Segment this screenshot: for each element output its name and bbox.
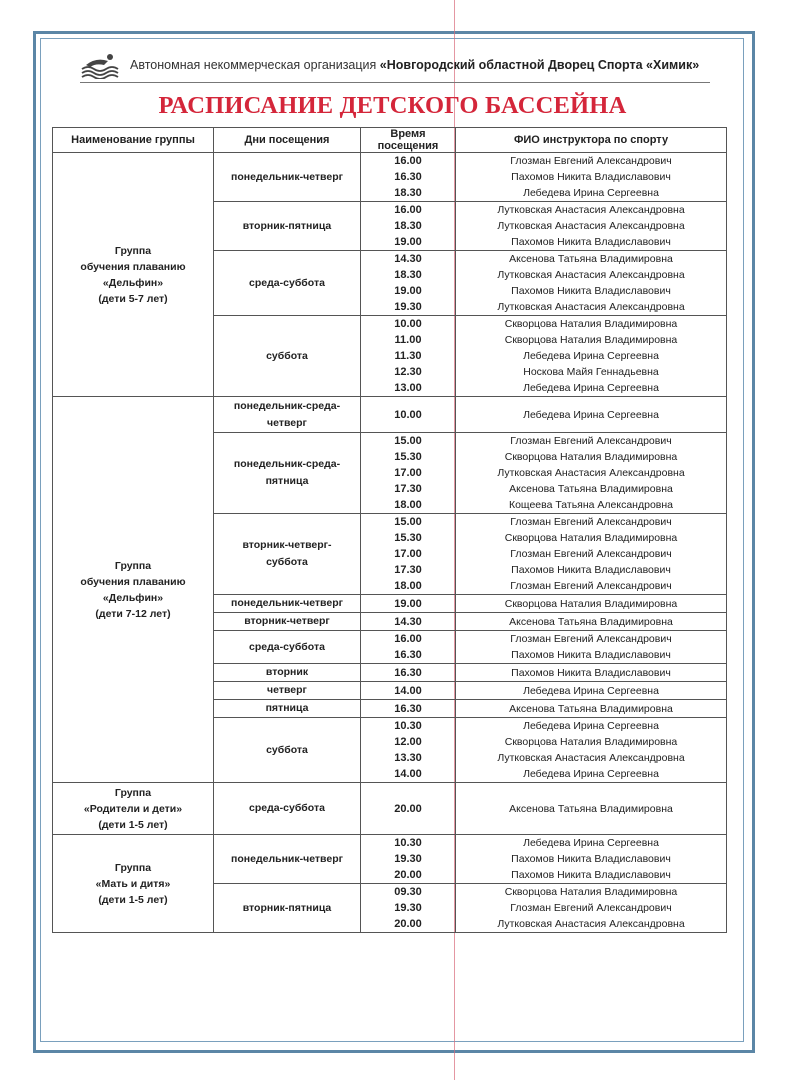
time-value: 16.00 xyxy=(394,633,422,645)
time-value: 16.00 xyxy=(394,155,422,167)
days-line: пятница xyxy=(265,475,309,487)
time-value: 12.30 xyxy=(394,366,422,378)
time-cell xyxy=(361,700,456,718)
instructor-name: Лутковская Анастасия Александровна xyxy=(497,204,685,216)
instructor-cell xyxy=(456,700,727,718)
org-name: «Новгородский областной Дворец Спорта «Химик» xyxy=(379,58,700,72)
time-value: 16.30 xyxy=(394,666,422,679)
time-value: 19.00 xyxy=(394,285,422,297)
instructor-cell xyxy=(456,783,727,835)
instructor-name: Пахомов Никита Владиславович xyxy=(511,853,671,865)
instructor-name: Скворцова Наталия Владимировна xyxy=(504,886,678,898)
days-line: среда-суббота xyxy=(249,276,325,289)
instructor-cell xyxy=(456,316,727,397)
time-value: 18.30 xyxy=(394,269,422,281)
days-line: понедельник-четверг xyxy=(231,597,343,609)
days-line: пятница xyxy=(265,702,309,714)
instructor-name: Лутковская Анастасия Александровна xyxy=(497,918,685,930)
instructor-cell xyxy=(456,718,727,783)
instructor-name: Кощеева Татьяна Александровна xyxy=(508,499,674,511)
time-cell xyxy=(361,613,456,631)
days-line: понедельник-четверг xyxy=(231,170,343,183)
instructor-name: Глозман Евгений Александрович xyxy=(510,580,672,592)
letterhead xyxy=(80,48,710,83)
time-value: 15.00 xyxy=(394,516,422,528)
time-cell xyxy=(361,835,456,884)
instructor-name: Лебедева Ирина Сергеевна xyxy=(523,187,659,199)
header-days: Дни посещения xyxy=(214,128,361,153)
instructor-name: Скворцова Наталия Владимировна xyxy=(504,334,678,346)
days-line: суббота xyxy=(266,349,308,362)
time-cell xyxy=(361,153,456,202)
time-value: 20.00 xyxy=(394,802,422,815)
days-line: среда-суббота xyxy=(249,802,325,814)
time-value: 15.00 xyxy=(394,435,422,447)
group-name-line: «Мать и дитя» xyxy=(95,877,171,890)
schedule-table xyxy=(52,127,727,933)
group-name-cell xyxy=(53,783,214,835)
time-value: 17.00 xyxy=(394,467,422,479)
time-value: 19.30 xyxy=(394,853,422,865)
days-line: вторник xyxy=(265,666,309,678)
days-line: вторник-пятница xyxy=(242,219,332,232)
group-name-line: Группа xyxy=(114,786,152,799)
time-value: 19.30 xyxy=(394,301,422,313)
time-cell xyxy=(361,316,456,397)
instructor-cell xyxy=(456,153,727,202)
time-cell xyxy=(361,631,456,664)
time-cell xyxy=(361,251,456,316)
days-line: понедельник-среда- xyxy=(233,399,341,412)
instructor-name: Скворцова Наталия Владимировна xyxy=(504,318,678,330)
instructor-cell xyxy=(456,433,727,514)
group-name-line: «Родители и дети» xyxy=(83,802,183,815)
time-value: 19.00 xyxy=(394,236,422,248)
time-value: 18.30 xyxy=(394,220,422,232)
group-name-cell xyxy=(53,153,214,397)
time-cell xyxy=(361,514,456,595)
time-value: 20.00 xyxy=(394,869,422,881)
instructor-name: Лебедева Ирина Сергеевна xyxy=(523,768,659,780)
instructor-name: Носкова Майя Геннадьевна xyxy=(523,366,659,378)
instructor-name: Аксенова Татьяна Владимировна xyxy=(509,483,673,495)
time-value: 15.30 xyxy=(394,451,422,463)
time-value: 10.00 xyxy=(394,408,422,421)
days-line: понедельник-четверг xyxy=(231,852,343,865)
instructor-name: Глозман Евгений Александрович xyxy=(510,435,672,447)
instructor-name: Скворцова Наталия Владимировна xyxy=(504,451,678,463)
time-value: 13.00 xyxy=(394,382,422,394)
org-prefix: Автономная некоммерческая организация xyxy=(130,58,380,72)
instructor-cell xyxy=(456,613,727,631)
instructor-name: Скворцова Наталия Владимировна xyxy=(504,532,678,544)
table-row xyxy=(53,397,727,433)
schedule-body xyxy=(53,153,727,933)
time-value: 19.00 xyxy=(394,597,422,610)
days-cell xyxy=(214,397,361,433)
instructor-cell xyxy=(456,884,727,933)
days-cell xyxy=(214,514,361,595)
time-value: 16.30 xyxy=(394,171,422,183)
time-value: 13.30 xyxy=(394,752,422,764)
days-cell xyxy=(214,682,361,700)
instructor-name: Глозман Евгений Александрович xyxy=(510,902,672,914)
instructor-name: Аксенова Татьяна Владимировна xyxy=(509,802,673,815)
instructor-name: Лутковская Анастасия Александровна xyxy=(497,467,685,479)
time-value: 19.30 xyxy=(394,902,422,914)
days-line: вторник-четверг xyxy=(244,615,330,627)
instructor-name: Пахомов Никита Владиславович xyxy=(511,236,671,248)
table-header-row xyxy=(53,128,727,153)
time-cell xyxy=(361,202,456,251)
header-instructor: ФИО инструктора по спорту xyxy=(456,128,727,153)
instructor-name: Лутковская Анастасия Александровна xyxy=(497,752,685,764)
instructor-cell xyxy=(456,664,727,682)
time-cell xyxy=(361,664,456,682)
group-name-line: (дети 7-12 лет) xyxy=(95,607,171,620)
days-cell xyxy=(214,718,361,783)
group-name-line: обучения плаванию xyxy=(80,260,186,273)
header-time: Время посещения xyxy=(361,128,456,153)
instructor-name: Аксенова Татьяна Владимировна xyxy=(509,615,673,628)
time-value: 18.00 xyxy=(394,499,422,511)
instructor-name: Пахомов Никита Владиславович xyxy=(511,869,671,881)
time-value: 18.30 xyxy=(394,187,422,199)
instructor-cell xyxy=(456,631,727,664)
instructor-name: Пахомов Никита Владиславович xyxy=(511,649,671,661)
instructor-name: Глозман Евгений Александрович xyxy=(510,633,672,645)
group-name-line: обучения плаванию xyxy=(80,575,186,588)
instructor-name: Глозман Евгений Александрович xyxy=(510,548,672,560)
time-value: 10.30 xyxy=(394,837,422,849)
time-value: 17.30 xyxy=(394,564,422,576)
instructor-name: Лебедева Ирина Сергеевна xyxy=(523,720,659,732)
time-value: 12.00 xyxy=(394,736,422,748)
time-value: 16.30 xyxy=(394,649,422,661)
instructor-cell xyxy=(456,397,727,433)
group-name-line: Группа xyxy=(114,861,152,874)
instructor-name: Глозман Евгений Александрович xyxy=(510,155,672,167)
group-name-cell xyxy=(53,835,214,933)
instructor-cell xyxy=(456,514,727,595)
instructor-cell xyxy=(456,595,727,613)
days-cell xyxy=(214,884,361,933)
days-line: понедельник-среда- xyxy=(233,458,341,470)
days-cell xyxy=(214,700,361,718)
group-name-line: Группа xyxy=(114,559,152,572)
header-group: Наименование группы xyxy=(53,128,214,153)
instructor-name: Пахомов Никита Владиславович xyxy=(511,564,671,576)
days-cell xyxy=(214,664,361,682)
time-cell xyxy=(361,884,456,933)
days-cell xyxy=(214,251,361,316)
days-cell xyxy=(214,613,361,631)
days-cell xyxy=(214,835,361,884)
time-value: 14.00 xyxy=(394,684,422,697)
days-line: среда-суббота xyxy=(249,640,325,653)
time-value: 15.30 xyxy=(394,532,422,544)
table-row xyxy=(53,835,727,884)
time-value: 11.30 xyxy=(394,350,422,362)
instructor-name: Лутковская Анастасия Александровна xyxy=(497,301,685,313)
time-value: 09.30 xyxy=(394,886,422,898)
instructor-name: Лутковская Анастасия Александровна xyxy=(497,269,685,281)
group-name-line: Группа xyxy=(114,244,152,257)
instructor-name: Лебедева Ирина Сергеевна xyxy=(523,684,659,697)
days-line: вторник-четверг- xyxy=(242,539,332,551)
instructor-name: Лебедева Ирина Сергеевна xyxy=(523,408,659,421)
group-name-line: (дети 1-5 лет) xyxy=(98,818,168,831)
instructor-cell xyxy=(456,835,727,884)
time-cell xyxy=(361,595,456,613)
instructor-name: Аксенова Татьяна Владимировна xyxy=(509,702,673,715)
time-value: 14.30 xyxy=(394,615,422,628)
days-line: вторник-пятница xyxy=(242,901,332,914)
instructor-name: Скворцова Наталия Владимировна xyxy=(504,736,678,748)
instructor-name: Пахомов Никита Владиславович xyxy=(511,285,671,297)
time-value: 14.00 xyxy=(394,768,422,780)
days-line: суббота xyxy=(266,556,308,568)
table-row xyxy=(53,783,727,835)
time-cell xyxy=(361,682,456,700)
group-name-cell xyxy=(53,397,214,783)
days-cell xyxy=(214,631,361,664)
time-value: 11.00 xyxy=(394,334,422,346)
time-value: 14.30 xyxy=(394,253,422,265)
instructor-name: Лебедева Ирина Сергеевна xyxy=(523,837,659,849)
time-value: 16.30 xyxy=(394,702,422,715)
instructor-cell xyxy=(456,682,727,700)
instructor-name: Лутковская Анастасия Александровна xyxy=(497,220,685,232)
time-value: 10.30 xyxy=(394,720,422,732)
time-value: 20.00 xyxy=(394,918,422,930)
days-cell xyxy=(214,153,361,202)
instructor-cell xyxy=(456,202,727,251)
instructor-name: Пахомов Никита Владиславович xyxy=(511,171,671,183)
group-name-line: «Дельфин» xyxy=(102,276,164,289)
table-row xyxy=(53,153,727,202)
time-value: 10.00 xyxy=(394,318,422,330)
time-value: 18.00 xyxy=(394,580,422,592)
instructor-name: Лебедева Ирина Сергеевна xyxy=(523,382,659,394)
time-value: 17.00 xyxy=(394,548,422,560)
days-cell xyxy=(214,433,361,514)
time-cell xyxy=(361,718,456,783)
days-cell xyxy=(214,202,361,251)
instructor-name: Аксенова Татьяна Владимировна xyxy=(509,253,673,265)
days-line: суббота xyxy=(266,743,308,756)
days-cell xyxy=(214,783,361,835)
instructor-name: Лебедева Ирина Сергеевна xyxy=(523,350,659,362)
instructor-cell xyxy=(456,251,727,316)
time-cell xyxy=(361,397,456,433)
organization-line xyxy=(130,58,699,72)
time-cell xyxy=(361,433,456,514)
instructor-name: Скворцова Наталия Владимировна xyxy=(504,597,678,610)
instructor-name: Глозман Евгений Александрович xyxy=(510,516,672,528)
instructor-name: Пахомов Никита Владиславович xyxy=(511,666,671,679)
swimmer-logo-icon xyxy=(80,51,122,79)
group-name-line: «Дельфин» xyxy=(102,591,164,604)
group-name-line: (дети 5-7 лет) xyxy=(98,292,168,305)
page-title: РАСПИСАНИЕ ДЕТСКОГО БАССЕЙНА xyxy=(158,92,627,119)
time-value: 17.30 xyxy=(394,483,422,495)
days-line: четверг xyxy=(267,684,307,696)
days-line: четверг xyxy=(267,416,307,429)
group-name-line: (дети 1-5 лет) xyxy=(98,893,168,906)
time-cell xyxy=(361,783,456,835)
time-value: 16.00 xyxy=(394,204,422,216)
days-cell xyxy=(214,595,361,613)
days-cell xyxy=(214,316,361,397)
